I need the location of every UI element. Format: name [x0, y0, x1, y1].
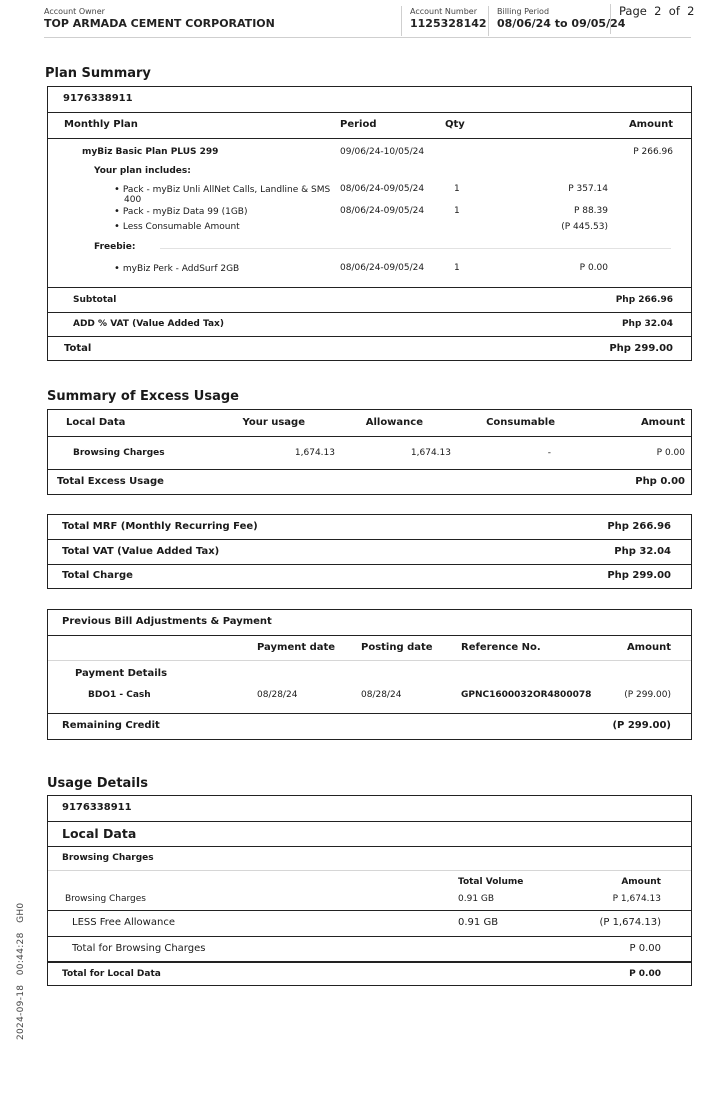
vat-label: ADD % VAT (Value Added Tax): [73, 319, 224, 329]
usage-line-row: [48, 870, 691, 910]
excess-row-usage: 1,674.13: [294, 448, 335, 458]
less-allowance-label: LESS Free Allowance: [72, 917, 175, 928]
plan-details: [48, 138, 691, 287]
col-amount: Amount: [626, 642, 671, 653]
payment-row-payment-date: 08/28/24: [257, 690, 298, 700]
freebie-item-0-period: 08/06/24-09/05/24: [340, 263, 425, 273]
col-amount: Amount: [640, 417, 685, 428]
vat-value: Php 32.04: [621, 319, 673, 329]
payment-row-posting-date: 08/28/24: [361, 690, 402, 700]
excess-total-row: [48, 469, 691, 493]
usage-subcategory-row: [48, 846, 691, 870]
payment-details-label: Payment Details: [75, 668, 168, 679]
total-vat-label: Total VAT (Value Added Tax): [62, 546, 220, 557]
total-label: Total: [64, 343, 92, 354]
excess-total-value: Php 0.00: [635, 476, 685, 487]
col-period: Period: [340, 119, 377, 130]
billing-period-value: 08/06/24 to 09/05/24: [497, 17, 626, 30]
include-item-0-qty: 1: [454, 184, 460, 194]
total-charge-value: Php 299.00: [607, 570, 671, 581]
page-indicator: Page 2 of 2: [610, 4, 695, 34]
include-item-0-amount: P 357.14: [568, 184, 608, 194]
excess-row: [48, 436, 691, 469]
vat-row: [48, 312, 691, 336]
remaining-credit-label: Remaining Credit: [62, 720, 160, 731]
payment-row-name: BDO1 - Cash: [88, 690, 151, 700]
payments-table: [47, 609, 692, 740]
plan-amount: P 266.96: [633, 147, 673, 157]
col-monthly-plan: Monthly Plan: [64, 119, 138, 130]
plan-mobile-row: [48, 87, 691, 112]
include-item-0-name: • Pack - myBiz Unli AllNet Calls, Landline & SMS: [114, 184, 330, 195]
include-item-2-amount: (P 445.53): [561, 222, 608, 232]
payment-row-amount: (P 299.00): [624, 690, 671, 700]
include-item-0-name-line2: 400: [124, 195, 142, 205]
total-vat-row: [48, 539, 691, 564]
col-consumable: Consumable: [486, 417, 555, 428]
include-item-1-name: • Pack - myBiz Data 99 (1GB): [114, 206, 248, 217]
plan-header-row: [48, 112, 691, 138]
charges-table: [47, 514, 692, 589]
col-posting-date: Posting date: [361, 642, 433, 653]
total-row: [48, 336, 691, 360]
remaining-credit-value: (P 299.00): [612, 720, 671, 731]
payments-title-row: [48, 610, 691, 635]
col-your-usage: Your usage: [242, 417, 305, 428]
print-timestamp: 2024-09-18 00:44:28 GH0: [16, 902, 26, 1040]
usage-line-amount: P 1,674.13: [612, 894, 661, 904]
plan-period: 09/06/24-10/05/24: [340, 147, 425, 157]
excess-row-name: Browsing Charges: [73, 448, 165, 458]
payments-header-row: [48, 635, 691, 660]
freebie-item-0-qty: 1: [454, 263, 460, 273]
include-item-1-qty: 1: [454, 206, 460, 216]
include-item-1-period: 08/06/24-09/05/24: [340, 206, 425, 216]
excess-row-allowance: 1,674.13: [410, 448, 451, 458]
excess-row-consumable: -: [547, 448, 551, 458]
local-data-total-label: Total for Local Data: [62, 969, 161, 979]
payment-row-reference: GPNC1600032OR4800078: [461, 690, 592, 700]
less-allowance-amount: (P 1,674.13): [599, 917, 661, 928]
plan-summary-table: [47, 86, 692, 361]
usage-mobile-row: [48, 796, 691, 821]
subtotal-label: Subtotal: [73, 295, 117, 305]
local-data-total-row: [48, 961, 691, 985]
usage-details-title: Usage Details: [47, 776, 148, 791]
less-allowance-row: [48, 910, 691, 936]
account-number: [401, 6, 487, 36]
less-allowance-volume: 0.91 GB: [458, 917, 499, 928]
excess-row-amount: P 0.00: [656, 448, 685, 458]
account-owner: [44, 6, 275, 31]
excess-usage-title: Summary of Excess Usage: [47, 389, 239, 404]
total-vat-value: Php 32.04: [614, 546, 671, 557]
col-allowance: Allowance: [365, 417, 423, 428]
col-local-data: Local Data: [66, 417, 126, 428]
billing-period-label: Billing Period: [497, 7, 550, 16]
plan-mobile-number: 9176338911: [63, 93, 133, 104]
local-data-total-value: P 0.00: [629, 969, 661, 979]
account-owner-label: Account Owner: [44, 7, 105, 16]
total-charge-row: [48, 564, 691, 587]
mrf-value: Php 266.96: [607, 521, 671, 532]
account-owner-value: TOP ARMADA CEMENT CORPORATION: [44, 17, 275, 30]
includes-label: Your plan includes:: [94, 166, 191, 176]
excess-usage-table: [47, 409, 692, 495]
col-qty: Qty: [445, 119, 465, 130]
freebie-label: Freebie:: [94, 242, 136, 252]
browsing-total-value: P 0.00: [629, 943, 661, 954]
total-value: Php 299.00: [609, 343, 673, 354]
browsing-total-row: [48, 936, 691, 961]
remaining-credit-row: [48, 713, 691, 738]
usage-line-volume: 0.91 GB: [458, 894, 495, 904]
usage-category-row: [48, 821, 691, 846]
mrf-row: [48, 515, 691, 539]
plan-name: myBiz Basic Plan PLUS 299: [82, 147, 219, 157]
browsing-total-label: Total for Browsing Charges: [72, 943, 206, 954]
usage-line-name: Browsing Charges: [65, 894, 146, 904]
mrf-label: Total MRF (Monthly Recurring Fee): [62, 521, 258, 532]
total-charge-label: Total Charge: [62, 570, 133, 581]
freebie-item-0-name: • myBiz Perk - AddSurf 2GB: [114, 263, 239, 274]
payments-details: [48, 660, 691, 713]
freebie-item-0-amount: P 0.00: [579, 263, 608, 273]
statement-header: [44, 4, 695, 38]
excess-header-row: [48, 410, 691, 436]
excess-total-label: Total Excess Usage: [57, 476, 164, 487]
col-amount: Amount: [628, 119, 673, 130]
billing-period: [488, 6, 625, 36]
subtotal-row: [48, 287, 691, 312]
account-number-label: Account Number: [410, 7, 477, 16]
usage-subcategory: Browsing Charges: [62, 853, 154, 863]
include-item-1-amount: P 88.39: [573, 206, 608, 216]
col-payment-date: Payment date: [257, 642, 336, 653]
freebie-header: [48, 241, 691, 255]
payments-title: Previous Bill Adjustments & Payment: [62, 616, 272, 627]
include-item-2-name: • Less Consumable Amount: [114, 221, 240, 232]
freebie-divider: [160, 248, 671, 249]
account-number-value: 1125328142: [410, 17, 487, 30]
subtotal-value: Php 266.96: [615, 295, 673, 305]
col-total-volume: Total Volume: [458, 877, 524, 887]
include-item-0-period: 08/06/24-09/05/24: [340, 184, 425, 194]
col-reference: Reference No.: [461, 642, 541, 653]
usage-mobile-number: 9176338911: [62, 802, 132, 813]
plan-summary-title: Plan Summary: [45, 66, 151, 81]
usage-details-table: [47, 795, 692, 986]
usage-category: Local Data: [62, 826, 137, 841]
col-usage-amount: Amount: [621, 877, 661, 887]
